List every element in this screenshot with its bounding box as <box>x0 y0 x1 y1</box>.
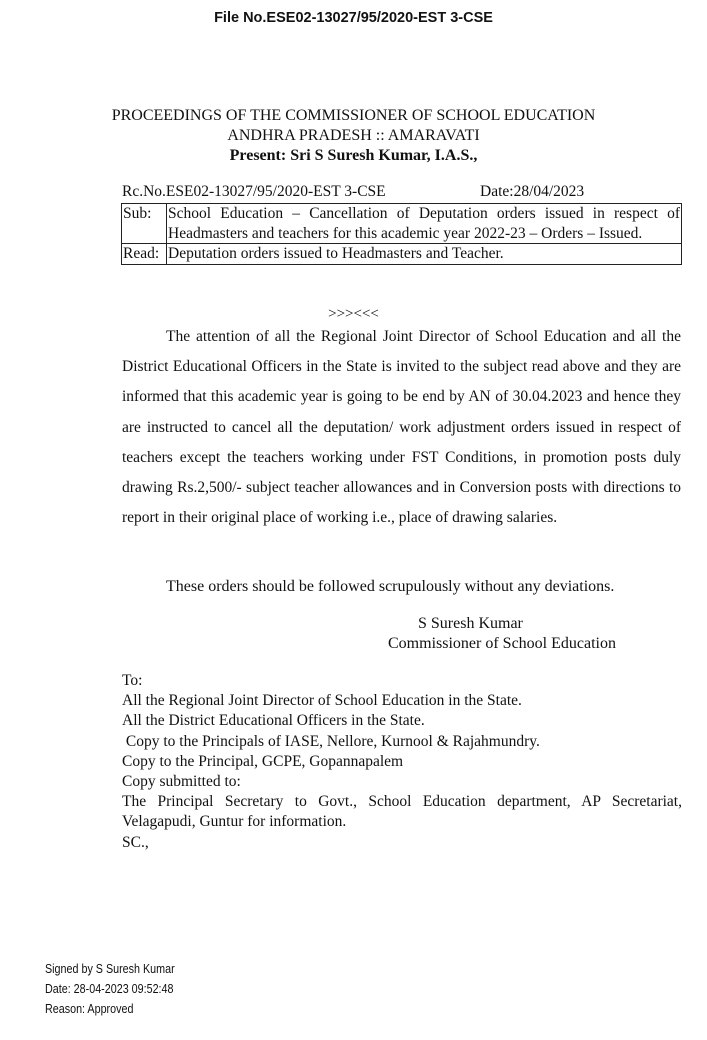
file-number: File No.ESE02-13027/95/2020-EST 3-CSE <box>214 10 493 26</box>
rc-number: Rc.No.ESE02-13027/95/2020-EST 3-CSE <box>122 183 386 200</box>
signatory-name: S Suresh Kumar <box>418 615 523 632</box>
to-label: To: <box>122 672 143 689</box>
distribution-list <box>122 671 682 853</box>
separator-marks: >>><<< <box>328 306 379 322</box>
distribution-line: All the Regional Joint Director of School Education in the State. <box>122 692 522 710</box>
read-label: Read: <box>122 244 167 265</box>
subject-row <box>122 204 682 244</box>
distribution-line: Copy to the Principal, GCPE, Gopannapalem <box>122 752 404 770</box>
orders-line: These orders should be followed scrupulously without any deviations. <box>166 578 615 595</box>
state-heading: ANDHRA PRADESH :: AMARAVATI <box>227 127 480 144</box>
distribution-line: All the District Educational Officers in the State. <box>122 712 425 730</box>
distribution-line: SC., <box>122 833 149 851</box>
subject-label: Sub: <box>122 204 167 244</box>
signed-by: Signed by S Suresh Kumar <box>45 962 175 976</box>
order-date: Date:28/04/2023 <box>480 183 585 200</box>
present-line: Present: Sri S Suresh Kumar, I.A.S., <box>229 147 478 164</box>
read-row <box>122 244 682 265</box>
subject-text: School Education – Cancellation of Deputation orders issued in respect of Headmasters and teachers for this academic year 2022-23 – Orders – Issued. <box>168 205 680 242</box>
signature-reason: Reason: Approved <box>45 1002 134 1016</box>
distribution-line: Copy submitted to: <box>122 773 241 791</box>
distribution-line: The Principal Secretary to Govt., School Education department, AP Secretariat, Velagapudi, Guntur for information. <box>122 793 682 831</box>
body-paragraph: The attention of all the Regional Joint Director of School Education and all the District Educational Officers in the State is invited to the subject read above and they are informed that this academic year is going to be end by AN of 30.04.2023 and hence they are instructed to cancel all the deputation/ work adjustment orders issued in respect of teachers except the teachers working under FST Conditions, in promotion posts duly drawing Rs.2,500/- subject teacher allowances and in Conversion posts with directions to report in their original place of working i.e., place of drawing salaries. <box>122 328 681 527</box>
digital-signature-block <box>45 959 175 1019</box>
read-text: Deputation orders issued to Headmasters and Teacher. <box>167 244 682 265</box>
subject-read-table <box>121 203 682 265</box>
proceedings-heading: PROCEEDINGS OF THE COMMISSIONER OF SCHOOL EDUCATION <box>111 107 596 124</box>
signatory-title: Commissioner of School Education <box>388 635 616 652</box>
distribution-line: Copy to the Principals of IASE, Nellore, Kurnool & Rajahmundry. <box>122 732 540 750</box>
signature-date: Date: 28-04-2023 09:52:48 <box>45 982 174 996</box>
